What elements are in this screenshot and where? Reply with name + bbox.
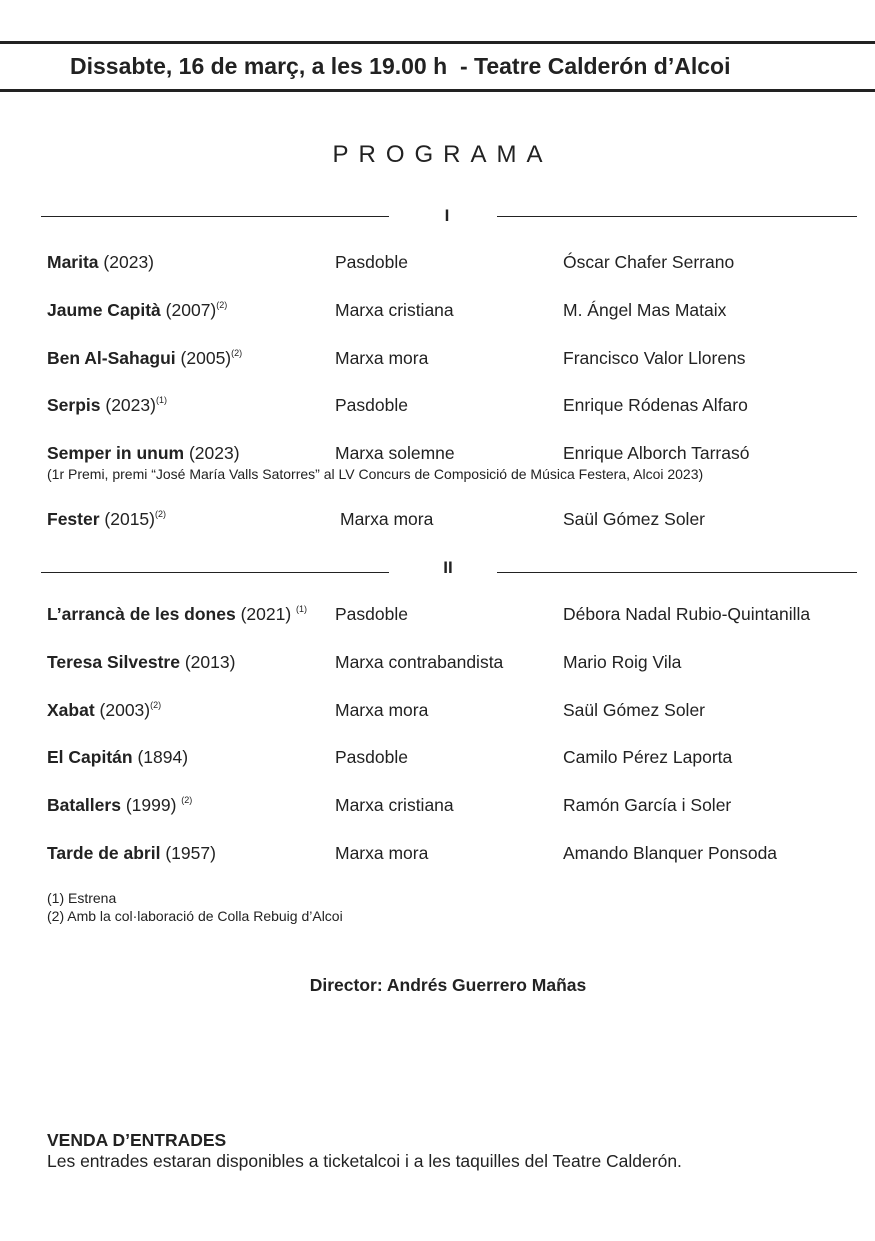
piece-composer: Camilo Pérez Laporta [563,747,733,767]
program-row [0,795,875,819]
program-row [0,348,875,372]
piece-genre: Pasdoble [335,747,408,767]
piece-composer: Ramón García i Soler [563,795,732,815]
piece-genre: Marxa contrabandista [335,652,504,672]
event-header: Dissabte, 16 de març, a les 19.00 h - Teatre Calderón d’Alcoi [70,53,731,79]
piece-genre: Marxa mora [335,348,429,368]
program-title: PROGRAMA [332,141,553,168]
section-1-line-left [41,216,389,217]
piece-composer: Amando Blanquer Ponsoda [563,843,778,863]
piece-title: El Capitán [47,747,133,767]
piece-composer: Débora Nadal Rubio-Quintanilla [563,604,811,624]
piece-year: (1957) [165,843,216,863]
piece-title: Batallers [47,795,121,815]
piece-year: (2003) [99,700,151,720]
director-credit: Director: Andrés Guerrero Mañas [309,975,587,995]
piece-title-cell [47,443,240,464]
piece-title-cell [47,604,307,625]
piece-genre: Marxa mora [335,700,429,720]
piece-title: Teresa Silvestre [47,652,180,672]
program-row [0,604,875,628]
piece-title: Semper in unum [47,443,185,463]
piece-year: (2023) [105,395,156,415]
header-top-rule [0,41,875,44]
piece-composer: Francisco Valor Llorens [563,348,746,368]
piece-footnote-mark: (2) [155,509,166,519]
piece-title: L’arrancà de les dones [47,604,236,624]
program-row [0,252,875,276]
piece-composer: Mario Roig Vila [563,652,682,672]
program-row [0,509,875,533]
piece-title: Jaume Capità [47,300,161,320]
piece-footnote-mark: (2) [216,300,228,310]
piece-genre: Marxa cristiana [335,795,454,815]
piece-title-cell [47,652,235,673]
piece-title-cell [47,395,167,416]
piece-year: (1999) [125,795,177,815]
section-2-line-left [41,572,389,573]
piece-footnote-mark: (2) [231,348,243,358]
piece-title-cell [47,843,216,864]
program-row [0,395,875,419]
piece-year: (2023) [103,252,155,272]
footnote-2: (2) Amb la col·laboració de Colla Rebuig d’Alcoi [47,908,343,924]
program-row [0,652,875,676]
piece-year: (2005) [180,348,232,368]
piece-footnote-mark: (2) [150,700,162,710]
piece-title-cell [47,795,192,816]
piece-year: (1894) [137,747,189,767]
section-2-label: II [443,558,453,577]
piece-footnote-mark: (2) [181,795,193,805]
piece-title: Serpis [47,395,101,415]
piece-composer: M. Ángel Mas Mataix [563,300,727,320]
header-bottom-rule [0,89,875,92]
piece-title-cell [47,700,161,721]
piece-genre: Marxa mora [335,843,429,863]
piece-composer: Enrique Alborch Tarrasó [563,443,750,463]
piece-footnote-mark: (1) [296,604,308,614]
piece-title: Ben Al-Sahagui [47,348,176,368]
piece-title: Fester [47,509,100,529]
program-row [0,700,875,724]
piece-title-cell [47,300,227,321]
piece-genre: Marxa cristiana [335,300,454,320]
piece-title-cell [47,509,166,530]
award-note: (1r Premi, premi “José María Valls Satorres” al LV Concurs de Composició de Música Festera, Alcoi 2023) [47,466,704,482]
tickets-heading: VENDA D’ENTRADES [47,1130,227,1150]
program-row [0,443,875,467]
piece-year: (2021) [240,604,292,624]
piece-composer: Saül Gómez Soler [563,509,706,529]
piece-title-cell [47,252,154,273]
piece-composer: Saül Gómez Soler [563,700,706,720]
piece-year: (2013) [184,652,236,672]
piece-year: (2023) [188,443,240,463]
program-row [0,300,875,324]
piece-genre: Pasdoble [335,395,408,415]
program-row [0,843,875,867]
piece-genre: Pasdoble [335,252,408,272]
piece-composer: Óscar Chafer Serrano [563,252,735,272]
piece-year: (2007) [165,300,217,320]
section-1-line-right [497,216,857,217]
piece-title: Xabat [47,700,95,720]
section-2-line-right [497,572,857,573]
piece-genre: Pasdoble [335,604,408,624]
piece-title: Marita [47,252,99,272]
piece-year: (2015) [104,509,155,529]
piece-title-cell [47,348,242,369]
piece-genre: Marxa mora [340,509,434,529]
piece-genre: Marxa solemne [335,443,455,463]
piece-composer: Enrique Ródenas Alfaro [563,395,748,415]
footnote-1: (1) Estrena [47,890,117,906]
section-1-label: I [444,206,450,225]
piece-footnote-mark: (1) [155,395,167,405]
piece-title: Tarde de abril [47,843,161,863]
tickets-text: Les entrades estaran disponibles a ticketalcoi i a les taquilles del Teatre Calderón. [47,1151,682,1171]
piece-title-cell [47,747,188,768]
program-row [0,747,875,771]
